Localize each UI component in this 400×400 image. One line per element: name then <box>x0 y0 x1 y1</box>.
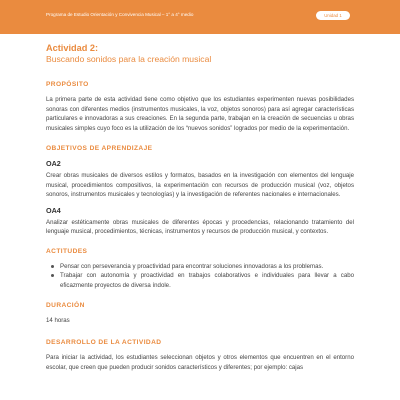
proposito-text: La primera parte de esta actividad tiene como objetivo que los estudiantes experimenten nuevas posibilidades sonoras con diferentes medios (instrumentos musicales, la voz, objetos sonoros) para así agregar características particulares e innovadoras a sus creaciones. En la segunda parte, trabajan en la creación de secuencias u obras musicales simples cuyo foco es la utilización de los “nuevos sonidos” logrados por medio de la experimentación. <box>46 96 354 132</box>
list-item: Pensar con perseverancia y proactividad para encontrar soluciones innovadoras a los problemas. <box>60 262 354 272</box>
document-body <box>46 42 354 383</box>
desarrollo-heading: DESARROLLO DE LA ACTIVIDAD <box>46 339 162 346</box>
actitudes-list <box>46 262 354 291</box>
proposito-heading: PROPÓSITO <box>46 81 89 88</box>
oa-text: Analizar estéticamente obras musicales de diferentes épocas y procedencias, relacionando tratamiento del lenguaje musical, procedimientos, técnicas, instrumentos y recursos de producción musical, y contextos. <box>46 218 354 235</box>
oa-code: OA4 <box>46 205 61 215</box>
duracion-text: 14 horas <box>46 317 70 324</box>
list-item: Trabajar con autonomía y proactividad en trabajos colaborativos e individuales para llevar a cabo eficazmente proyectos de diversa índole. <box>60 272 354 289</box>
oa-code: OA2 <box>46 159 61 168</box>
program-title: Programa de Estudio Orientación y Convivencia Musical – 1° a 4° medio <box>46 12 194 17</box>
page-header-bar <box>0 0 400 34</box>
actitudes-heading: ACTITUDES <box>46 247 88 255</box>
oa-text: Crear obras musicales de diversos estilos y formatos, basados en la investigación con elementos del lenguaje musical, procedimientos compositivos, la experimentación con recursos de producción musical (voz, objetos sonoros, instrumentos musicales y tecnologías) y la investigación de referentes nacionales e internacionales. <box>46 172 354 198</box>
duracion-heading: DURACIÓN <box>46 302 85 309</box>
desarrollo-text: Para iniciar la actividad, los estudiantes seleccionan objetos y otros elementos que encuentren en el entorno escolar, que creen que pueden producir sonidos característicos y diferentes; por ejemplo: cajas <box>46 354 354 371</box>
objetivos-heading: OBJETIVOS DE APRENDIZAJE <box>46 145 153 152</box>
unit-badge: Unidad 1 <box>316 11 350 20</box>
activity-title: Actividad 2: <box>46 43 99 53</box>
activity-subtitle: Buscando sonidos para la creación musical <box>46 54 212 64</box>
